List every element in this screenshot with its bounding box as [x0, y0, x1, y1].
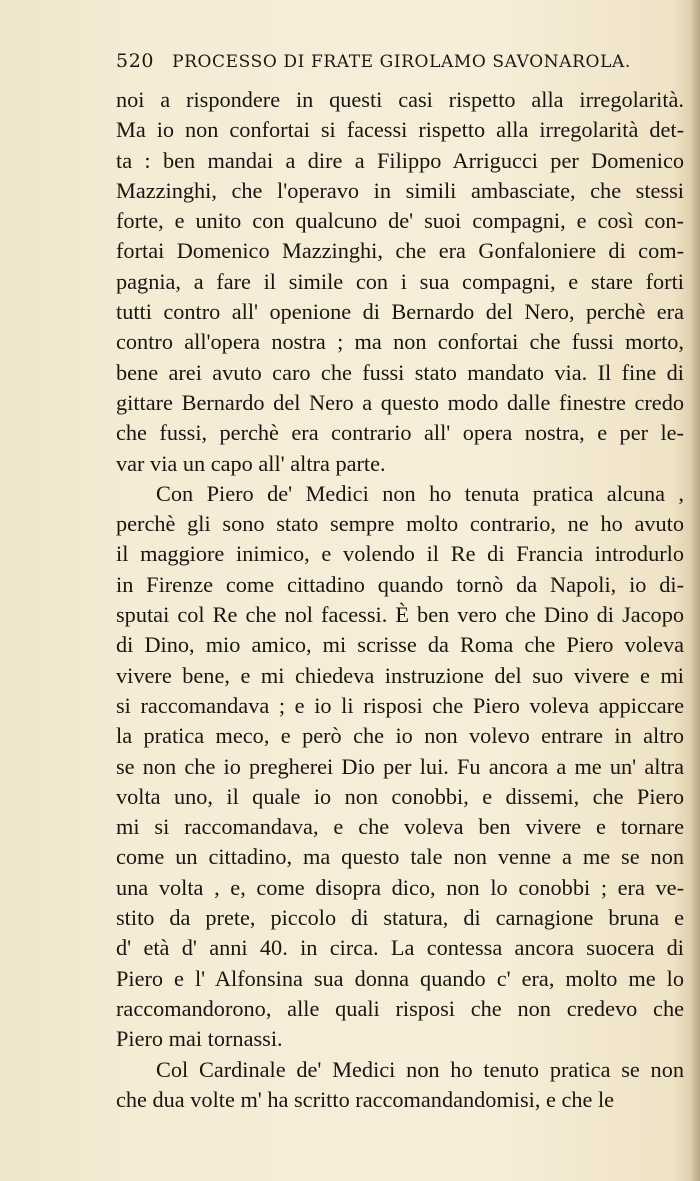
text-line: il maggiore inimico, e volendo il Re di Francia introdurlo — [116, 541, 684, 567]
text-line: tutti contro all' openione di Bernardo del Nero, perchè era — [116, 299, 684, 325]
body-text — [116, 85, 684, 1115]
text-line: vivere bene, e mi chiedeva instruzione del suo vivere e mi — [116, 662, 684, 688]
text-line: pagnia, a fare il simile con i sua compagni, e stare forti — [116, 268, 684, 294]
text-line: contro all'opera nostra ; ma non confortai che fussi morto, — [116, 329, 684, 355]
text-line: noi a rispondere in questi casi rispetto alla irregolarità. — [116, 87, 684, 112]
running-title: PROCESSO DI FRATE GIROLAMO SAVONAROLA. — [172, 52, 631, 72]
text-line: Col Cardinale de' Medici non ho tenuto pratica se non — [156, 1056, 684, 1082]
text-line: ta : ben mandai a dire a Filippo Arrigucci per Domenico — [116, 147, 684, 173]
text-line: Con Piero de' Medici non ho tenuta pratica alcuna , — [156, 480, 684, 506]
text-line: in Firenze come cittadino quando tornò da Napoli, io di- — [116, 571, 684, 597]
text-line: bene arei avuto caro che fussi stato mandato via. Il fine di — [116, 359, 684, 385]
text-line: fortai Domenico Mazzinghi, che era Gonfaloniere di com- — [116, 238, 684, 264]
text-line: si raccomandava ; e io li risposi che Piero voleva appiccare — [116, 692, 684, 718]
text-line: Ma io non confortai si facessi rispetto alla irregolarità det- — [116, 117, 684, 143]
text-line: sputai col Re che nol facessi. È ben vero che Dino di Jacopo — [116, 602, 684, 628]
text-line: se non che io pregherei Dio per lui. Fu ancora a me un' altra — [116, 753, 684, 779]
page-number: 520 — [116, 50, 155, 72]
text-line: volta uno, il quale io non conobbi, e dissemi, che Piero — [116, 783, 684, 809]
text-line: forte, e unito con qualcuno de' suoi compagni, e così con- — [116, 208, 684, 234]
text-line: perchè gli sono stato sempre molto contrario, ne ho avuto — [116, 511, 684, 537]
text-line: gittare Bernardo del Nero a questo modo dalle finestre credo — [116, 389, 684, 415]
text-line: raccomandorono, alle quali risposi che non credevo che — [116, 995, 684, 1021]
text-line: Piero mai tornassi. — [116, 1026, 283, 1052]
text-line: che fussi, perchè era contrario all' opera nostra, e per le- — [116, 420, 684, 446]
text-line: stito da prete, piccolo di statura, di carnagione bruna e — [116, 905, 684, 931]
text-line: d' età d' anni 40. in circa. La contessa ancora suocera di — [116, 935, 684, 961]
text-line: var via un capo all' altra parte. — [116, 450, 386, 476]
text-line: di Dino, mio amico, mi scrisse da Roma che Piero voleva — [116, 632, 684, 658]
text-line: Piero e l' Alfonsina sua donna quando c' era, molto me lo — [116, 965, 684, 991]
text-line: la pratica meco, e però che io non volevo entrare in altro — [116, 723, 684, 749]
text-line: che dua volte m' ha scritto raccomandandomisi, e che le — [116, 1086, 615, 1112]
text-line: come un cittadino, ma questo tale non venne a me se non — [116, 844, 684, 870]
page-edge-shadow — [690, 0, 700, 1181]
text-line: una volta , e, come disopra dico, non lo conobbi ; era ve- — [116, 874, 684, 900]
text-line: mi si raccomandava, e che voleva ben vivere e tornare — [116, 814, 684, 840]
running-header — [116, 50, 686, 72]
text-line: Mazzinghi, che l'operavo in simili ambasciate, che stessi — [116, 177, 684, 203]
